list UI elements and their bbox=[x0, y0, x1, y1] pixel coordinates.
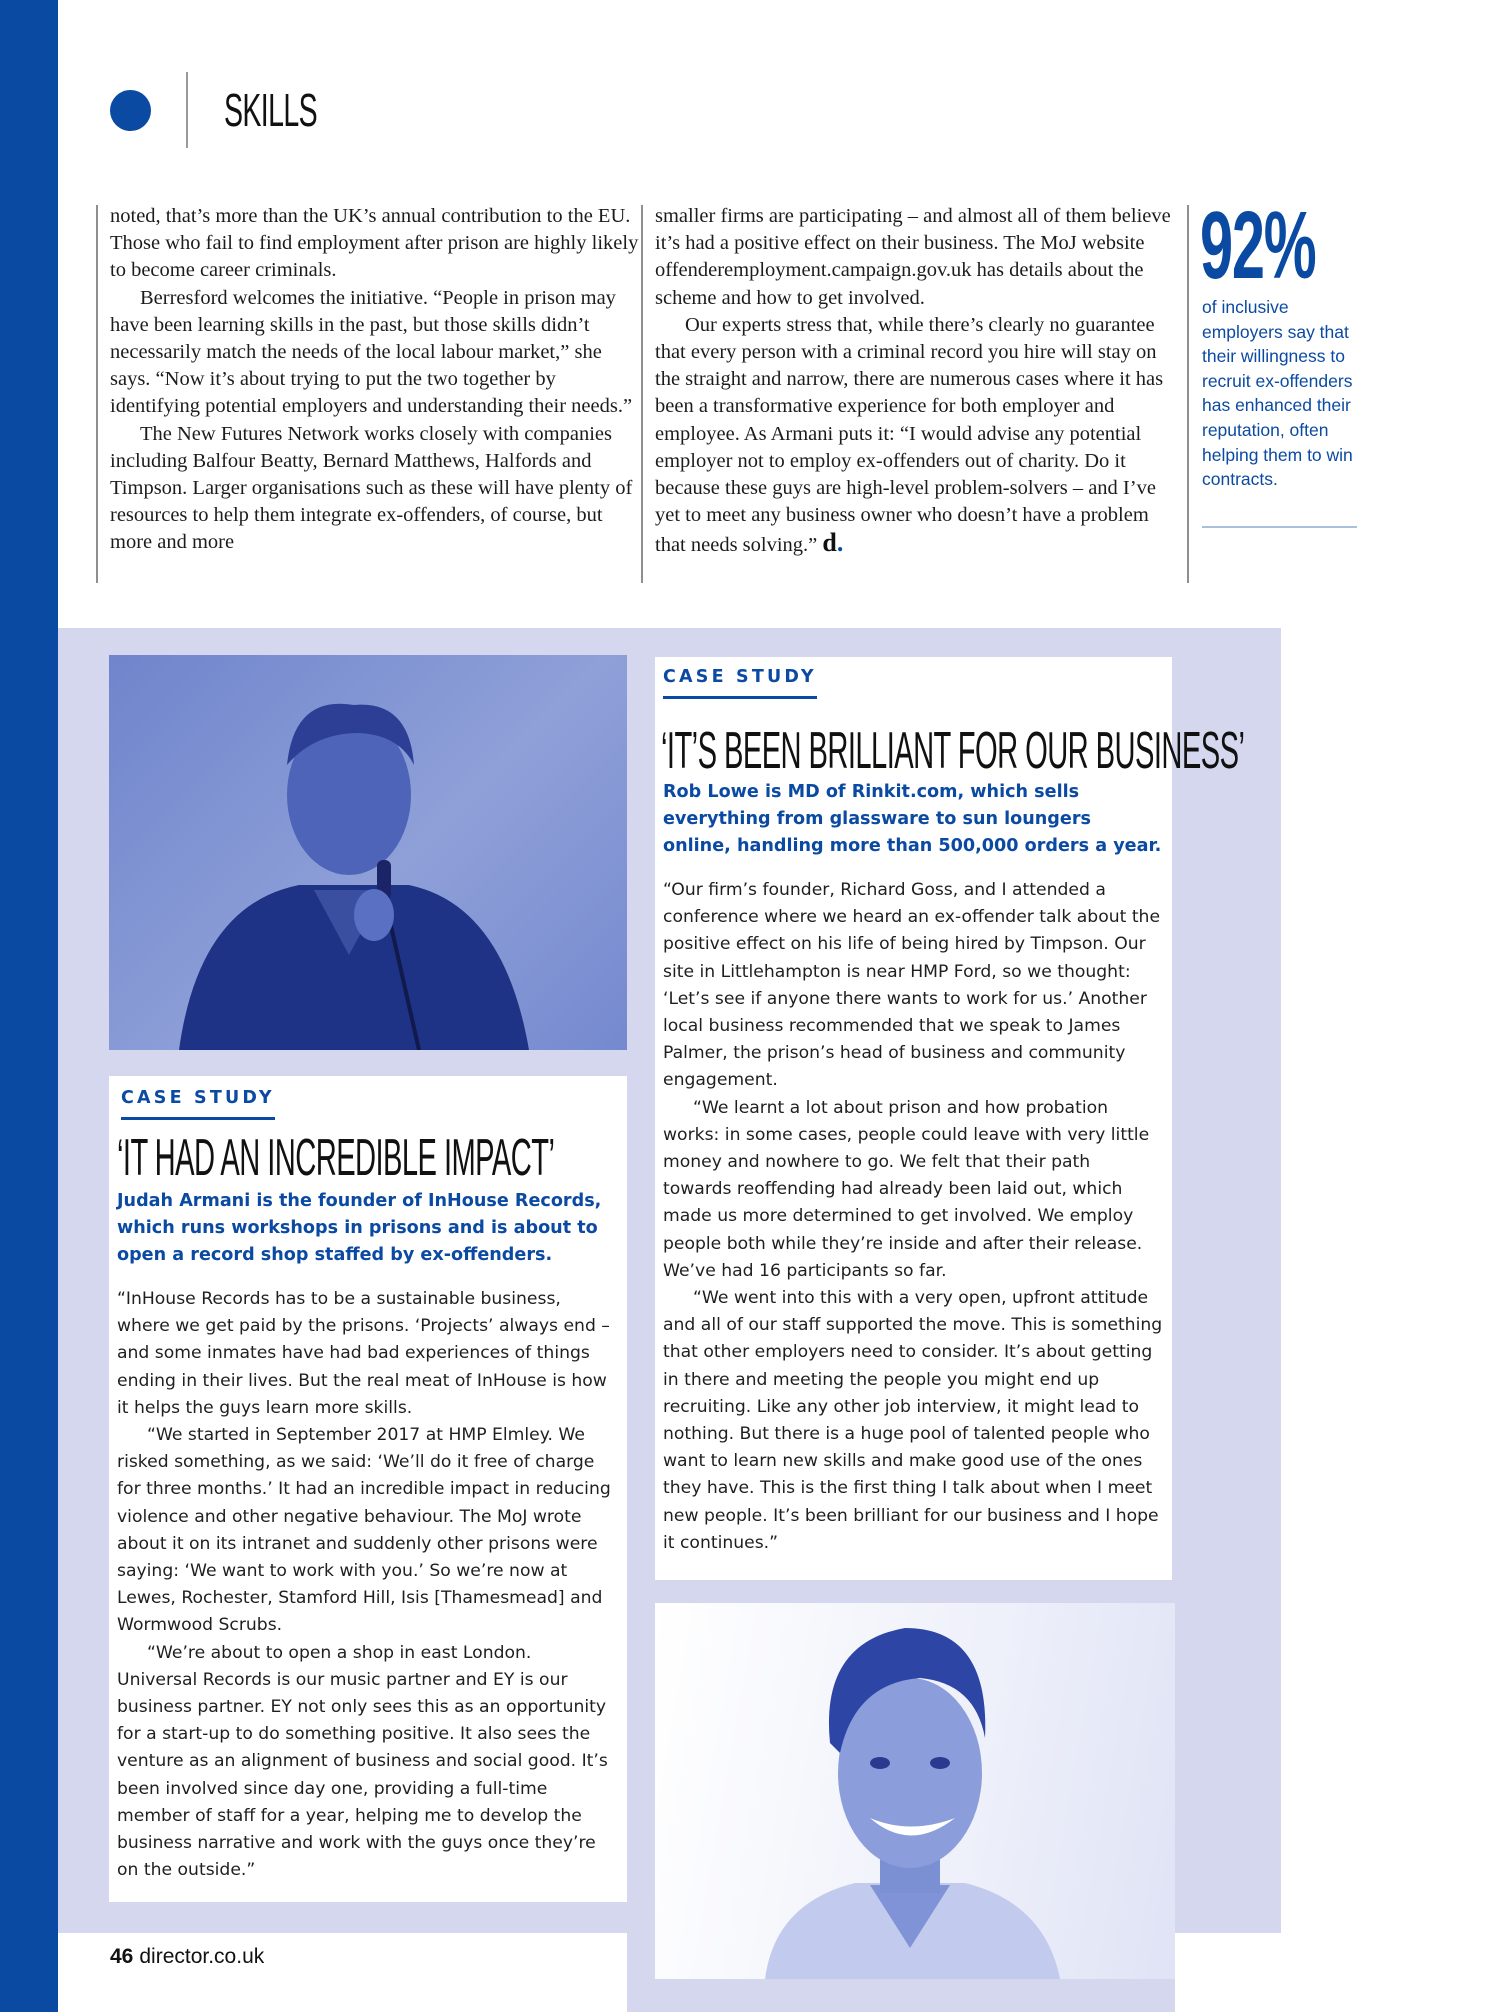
section-dot-icon bbox=[110, 90, 151, 131]
subject-name: Judah Armani bbox=[117, 1191, 251, 1211]
column-rule-left bbox=[96, 205, 98, 583]
photo-judah-armani bbox=[109, 655, 627, 1050]
case-study-body bbox=[117, 1286, 617, 1884]
case-study-standfirst: Judah Armani is the founder of InHouse Records, which runs workshops in prisons and is about to open a record shop staffed by ex-offenders. bbox=[117, 1191, 602, 1265]
case-study-card-armani bbox=[109, 1076, 627, 1902]
article-column-1 bbox=[110, 203, 640, 557]
stat-description: of inclusive employers say that their willingness to recruit ex-offenders has enhanced their reputation, often helping them to win contracts. bbox=[1202, 297, 1353, 490]
paragraph: “We started in September 2017 at HMP Elmley. We risked something, as we said: ‘We’ll do it free of charge for three months.’ It had an incredible impact in reducing violence and other negative behaviour. The MoJ wrote about it on its intranet and suddenly other prisons were saying: ‘We want to work with you.’ So we’re now at Lewes, Rochester, Stamford Hill, Isis [Thamesmead] and Wormwood Scrubs. bbox=[117, 1425, 611, 1636]
subject-name: Rob Lowe bbox=[663, 782, 759, 802]
case-study-headline: ‘IT HAD AN INCREDIBLE IMPACT’ bbox=[117, 1129, 555, 1187]
paragraph: The New Futures Network works closely with companies including Balfour Beatty, Bernard Matthews, Halfords and Timpson. Larger organisations such as these will have plenty of resources to help them integrate ex-offenders, of course, but more and more bbox=[110, 422, 633, 554]
portrait-speaker-icon bbox=[109, 655, 627, 1050]
column-rule-right bbox=[1187, 205, 1189, 583]
paragraph: “We’re about to open a shop in east London. Universal Records is our music partner and EY is our business partner. EY not only sees this as an opportunity for a start-up to do something positive. It also sees the venture as an alignment of business and social good. It’s been involved since day one, providing a full-time member of staff for a year, helping me to develop the business narrative and work with the guys once they’re on the outside.” bbox=[117, 1642, 608, 1881]
section-title: SKILLS bbox=[224, 84, 317, 136]
brand-side-bar bbox=[0, 0, 58, 2012]
portrait-smiling-man-icon bbox=[655, 1603, 1175, 1979]
stat-number: 92% bbox=[1200, 192, 1316, 299]
case-study-label: CASE STUDY bbox=[121, 1088, 275, 1120]
case-study-headline: ‘IT’S BEEN BRILLIANT FOR OUR BUSINESS’ bbox=[661, 722, 1245, 780]
article-column-2 bbox=[655, 203, 1183, 560]
case-study-body bbox=[663, 877, 1163, 1557]
paragraph: smaller firms are participating – and almost all of them believe it’s had a positive effect on their business. The MoJ website offenderemployment.campaign.gov.uk has details about the scheme and how to get involved. bbox=[655, 205, 1171, 309]
case-study-label: CASE STUDY bbox=[663, 667, 817, 699]
paragraph: “Our firm’s founder, Richard Goss, and I attended a conference where we heard an ex-offender talk about the positive effect on his life of being hired by Timpson. Our site in Littlehampton is near HMP Ford, so we thought: ‘Let’s see if anyone there wants to work for us.’ Another local business recommended that we speak to James Palmer, the prison’s head of business and community engagement. bbox=[663, 880, 1161, 1091]
stat-rule bbox=[1202, 526, 1357, 528]
page-number: 46 bbox=[110, 1945, 134, 1968]
paragraph: “We went into this with a very open, upfront attitude and all of our staff supported the move. This is something that other employers need to consider. It’s about getting in there and meeting the people you might end up recruiting. Like any other job interview, it might lead to nothing. But there is a huge pool of talented people who want to learn new skills and make good use of the ones they have. This is the first thing I talk about when I meet new people. It’s been brilliant for our business and I hope it continues.” bbox=[663, 1288, 1163, 1553]
column-rule-middle bbox=[641, 205, 643, 583]
paragraph: noted, that’s more than the UK’s annual contribution to the EU. Those who fail to find employment after prison are highly likely to become career criminals. bbox=[110, 205, 639, 282]
paragraph: Berresford welcomes the initiative. “People in prison may have been learning skills in the past, but those skills didn’t necessarily match the needs of the local labour market,” she says. “Now it’s about trying to put the two together by identifying potential employers and understanding their needs.” bbox=[110, 286, 633, 418]
page-footer bbox=[110, 1945, 264, 1969]
paragraph: “We learnt a lot about prison and how probation works: in some cases, people could leave with very little money and nowhere to go. We felt that their path towards reoffending had already been laid out, which made us more determined to get involved. We employ people both while they’re inside and after their release. We’ve had 16 participants so far. bbox=[663, 1097, 1150, 1281]
case-study-standfirst: Rob Lowe is MD of Rinkit.com, which sells everything from glassware to sun loungers online, handling more than 500,000 orders a year. bbox=[663, 782, 1162, 856]
end-mark-icon: d. bbox=[822, 528, 844, 558]
header-divider bbox=[186, 72, 188, 148]
paragraph: “InHouse Records has to be a sustainable business, where we get paid by the prisons. ‘Projects’ always end – and some inmates have had bad experiences of things ending in their lives. But the real meat of InHouse is how it helps the guys learn more skills. bbox=[117, 1289, 610, 1418]
case-study-card-lowe bbox=[655, 657, 1245, 1580]
site-url: director.co.uk bbox=[139, 1945, 265, 1968]
photo-rob-lowe bbox=[655, 1603, 1175, 1979]
paragraph: Our experts stress that, while there’s clearly no guarantee that every person with a criminal record you hire will stay on the straight and narrow, there are numerous cases where it has been a transformative experience for both employer and employee. As Armani puts it: “I would advise any potential employer not to employ ex-offenders out of charity. Do it because these guys are high-level problem-solvers – and I’ve yet to meet any business owner who doesn’t have a problem that needs solving.” d. bbox=[655, 313, 1164, 558]
